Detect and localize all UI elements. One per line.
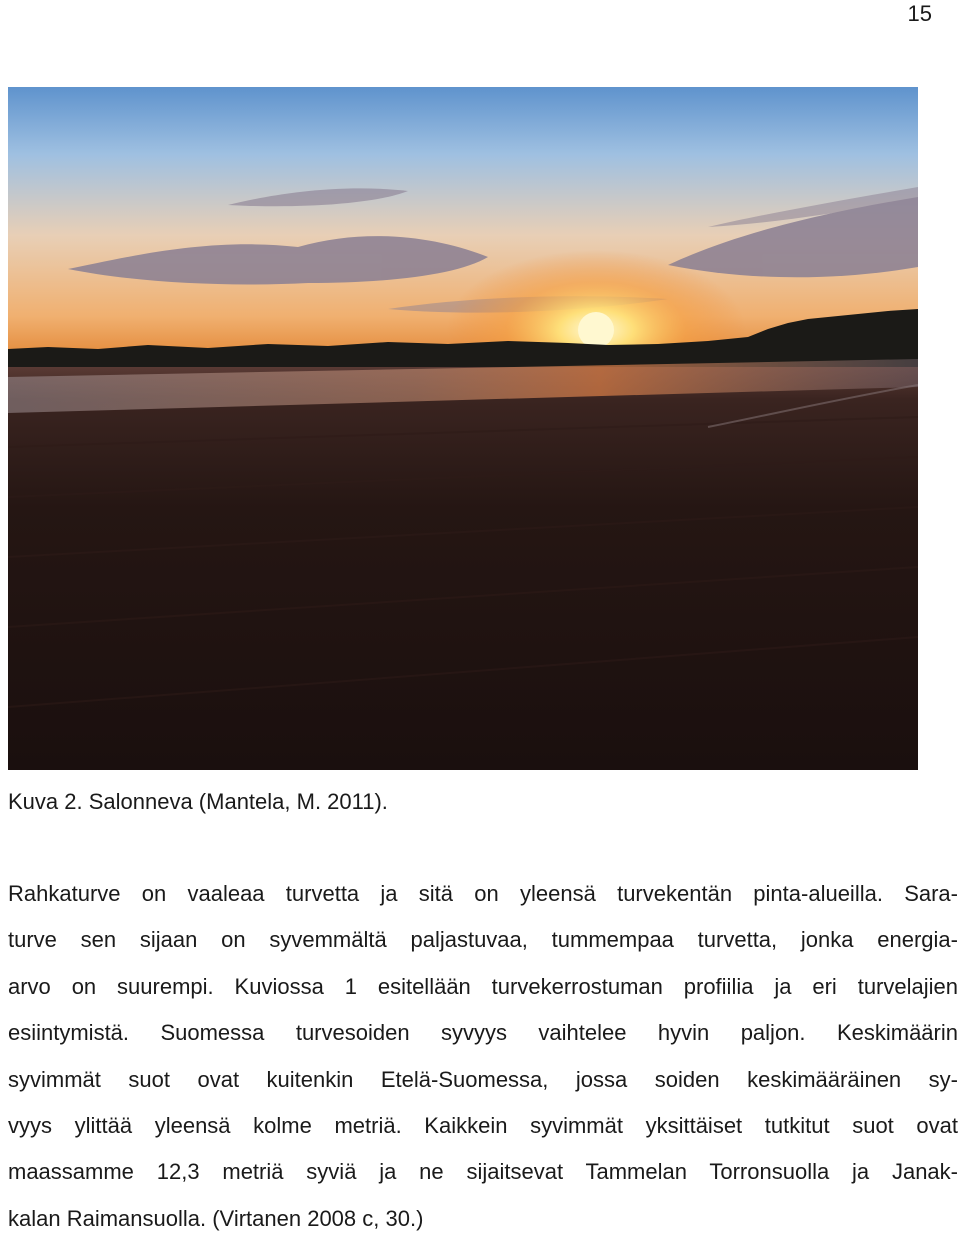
peat-field: [8, 367, 918, 770]
paragraph-line: vyys ylittää yleensä kolme metriä. Kaikkein syvimmät yksittäiset tutkitut suot ovat: [8, 1112, 958, 1138]
paragraph-line: esiintymistä. Suomessa turvesoiden syvyys vaihtelee hyvin paljon. Keskimäärin: [8, 1020, 958, 1046]
paragraph-line: turve sen sijaan on syvemmältä paljastuvaa, tummempaa turvetta, jonka energia-: [8, 927, 958, 953]
page-number: 15: [907, 1, 932, 26]
paragraph-line: maassamme 12,3 metriä syviä ja ne sijaitsevat Tammelan Torronsuolla ja Janak-: [8, 1159, 958, 1185]
paragraph-line: arvo on suurempi. Kuviossa 1 esitellään turvekerrostuman profiilia ja eri turvelajien: [8, 973, 958, 999]
paragraph-line: syvimmät suot ovat kuitenkin Etelä-Suomessa, jossa soiden keskimääräinen sy-: [8, 1066, 958, 1092]
sunset-photo: [8, 87, 918, 770]
paragraph-line: Rahkaturve on vaaleaa turvetta ja sitä on yleensä turvekentän pinta-alueilla. Sara-: [8, 881, 958, 906]
sunset-photo-illustration: [8, 87, 918, 770]
sun: [578, 312, 614, 348]
paragraph-line: kalan Raimansuolla. (Virtanen 2008 c, 30.): [8, 1205, 424, 1231]
body-paragraph: [8, 880, 958, 1251]
figure-caption: Kuva 2. Salonneva (Mantela, M. 2011).: [8, 789, 388, 814]
